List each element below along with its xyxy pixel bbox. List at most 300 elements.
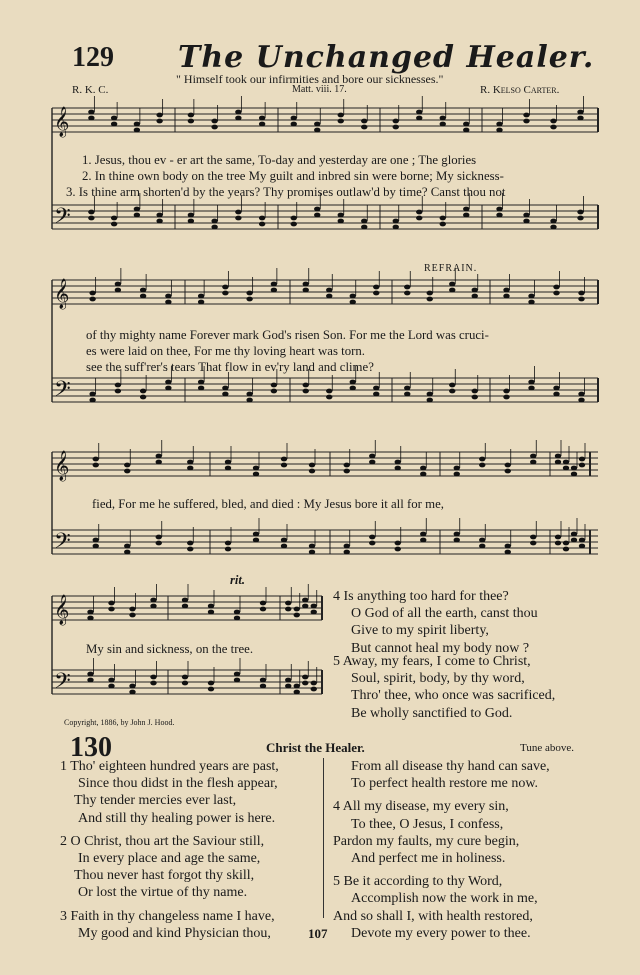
note-head [309,544,315,549]
verse-line: 1 Tho' eighteen hundred years are past, [60,759,279,774]
note-head [579,463,585,468]
note-head [108,601,114,606]
verse-line: Pardon my faults, my cure begin, [333,833,520,849]
note-head [291,116,297,121]
note-head [87,678,93,683]
treble-clef-icon: 𝄞 [54,451,70,481]
note-head [578,392,584,397]
note-head [182,604,188,609]
note-head [246,297,252,302]
note-head [225,466,231,471]
note-head [503,294,509,299]
note-head [472,389,478,394]
note-head [350,294,356,299]
hymn-number: 129 [72,42,114,73]
note-head [294,613,300,618]
note-head [140,395,146,400]
note-head [89,392,95,397]
note-head [550,219,556,224]
note-head [463,128,469,133]
verse-line: Give to my spirit liberty, [351,623,489,639]
bass-clef-icon: 𝄢 [54,529,71,559]
note-head [294,684,300,689]
note-head [395,460,401,465]
note-head [134,122,140,127]
note-head [496,213,502,218]
note-head [303,288,309,293]
lyric-line: fied, For me he suffered, bled, and died : My Jesus bore it all for me, [92,497,444,511]
note-head [235,110,241,115]
note-head [449,288,455,293]
note-head [182,598,188,603]
note-head [211,119,217,124]
note-head [246,291,252,296]
ritardando-mark: rit. [230,573,246,587]
note-head [259,216,265,221]
note-head [416,110,422,115]
note-head [302,604,308,609]
note-head [578,398,584,403]
note-head [235,210,241,215]
note-head [156,119,162,124]
note-head [563,466,569,471]
bass-clef-icon: 𝄢 [54,669,71,699]
note-head [404,285,410,290]
note-head [350,300,356,305]
note-head [553,392,559,397]
verse-line: Be wholly sanctified to God. [351,705,513,721]
note-head [555,460,561,465]
note-head [326,389,332,394]
verse-line: Since thou didst in the flesh appear, [78,776,278,792]
refrain-label: REFRAIN. [424,263,478,274]
note-head [311,681,317,686]
note-head [553,291,559,296]
note-head [553,386,559,391]
note-head [115,389,121,394]
verse-line: Or lost the virtue of thy name. [78,885,248,901]
note-head [311,687,317,692]
note-head [150,604,156,609]
note-head [188,113,194,118]
lyric-line: My sin and sickness, on the tree. [86,642,254,656]
note-head [129,684,135,689]
note-head [294,690,300,695]
note-head [187,547,193,552]
note-head [338,219,344,224]
note-head [344,469,350,474]
note-head [259,122,265,127]
verse-line: Soul, spirit, body, by thy word, [351,671,525,687]
note-head [326,294,332,299]
note-head [350,380,356,385]
note-head [225,547,231,552]
note-head [479,463,485,468]
note-head [165,386,171,391]
note-head [188,219,194,224]
note-head [395,466,401,471]
verse-line: 2 O Christ, thou art the Saviour still, [60,833,265,849]
note-head [156,113,162,118]
note-head [440,122,446,127]
note-head [222,285,228,290]
note-head [393,125,399,130]
note-head [528,386,534,391]
verse-line: My good and kind Physician thou, [78,925,271,941]
note-head [309,550,315,555]
tune-note: Tune above. [520,742,574,754]
treble-clef-icon: 𝄞 [54,107,70,137]
note-head [479,457,485,462]
note-head [260,684,266,689]
note-head [134,128,140,133]
hymn130-left-column [60,758,279,942]
note-head [188,119,194,124]
note-head [314,128,320,133]
note-head [395,547,401,552]
note-head [303,389,309,394]
note-head [309,469,315,474]
note-head [88,116,94,121]
note-head [505,544,511,549]
note-head [311,610,317,615]
note-head [463,122,469,127]
note-head [285,607,291,612]
note-head [373,285,379,290]
note-head [281,538,287,543]
note-head [393,219,399,224]
column-divider [323,758,324,918]
note-head [260,601,266,606]
note-head [314,213,320,218]
scripture-reference: Matt. viii. 17. [292,84,347,95]
note-head [530,541,536,546]
note-head [87,610,93,615]
note-head [309,463,315,468]
note-head [361,225,367,230]
note-head [479,538,485,543]
note-head [523,119,529,124]
note-head [260,678,266,683]
note-head [198,300,204,305]
verse-line: 4 All my disease, my every sin, [333,799,509,815]
note-head [111,216,117,221]
note-head [234,672,240,677]
note-head [187,466,193,471]
note-head [528,380,534,385]
note-head [454,532,460,537]
note-head [555,535,561,540]
note-head [88,216,94,221]
verse-line: But cannot heal my body now ? [351,640,530,656]
note-head [344,463,350,468]
note-head [222,392,228,397]
note-head [530,535,536,540]
note-head [420,472,426,477]
note-head [361,219,367,224]
note-head [404,291,410,296]
note-head [578,297,584,302]
note-head [93,538,99,543]
note-head [88,210,94,215]
note-head [393,225,399,230]
note-head [134,207,140,212]
note-head [165,294,171,299]
author-credit: R. K. C. [72,84,109,96]
verse-line: Thou never hast forgot thy skill, [74,868,255,884]
note-head [314,122,320,127]
note-head [427,398,433,403]
note-head [577,216,583,221]
note-head [291,222,297,227]
note-head [87,672,93,677]
note-head [440,216,446,221]
note-head [271,288,277,293]
note-head [208,687,214,692]
verse-line: Thy tender mercies ever last, [74,793,237,809]
verse-line: 5 Away, my fears, I come to Christ, [333,654,531,669]
note-head [115,383,121,388]
note-head [563,460,569,465]
note-head [454,472,460,477]
note-head [211,125,217,130]
note-head [124,544,130,549]
note-head [472,288,478,293]
note-head [369,460,375,465]
note-head [211,225,217,230]
note-head [234,616,240,621]
note-head [225,541,231,546]
note-head [234,610,240,615]
note-head [369,541,375,546]
note-head [198,386,204,391]
verse-line: From all disease thy hand can save, [351,759,550,774]
composer-credit: R. Kelso Carter. [480,84,560,96]
note-head [291,122,297,127]
note-head [281,544,287,549]
note-head [454,538,460,543]
hymn-subtitle: " Himself took our infirmities and bore our sicknesses." [176,72,444,86]
note-head [89,297,95,302]
note-head [303,383,309,388]
note-head [294,607,300,612]
note-head [156,541,162,546]
note-head [579,538,585,543]
note-head [553,285,559,290]
note-head [115,288,121,293]
note-head [369,535,375,540]
note-head [291,216,297,221]
note-head [577,210,583,215]
note-head [108,678,114,683]
note-head [235,116,241,121]
note-head [571,532,577,537]
note-head [449,383,455,388]
treble-clef-icon: 𝄞 [54,595,70,625]
note-head [326,288,332,293]
note-head [150,675,156,680]
hymn-title: Christ the Healer. [266,740,365,755]
note-head [165,300,171,305]
lyric-line: 3. Is thine arm shorten'd by the years? Thy promises outlaw'd by time? Canst thou not [66,185,506,199]
note-head [361,119,367,124]
verse-line: To perfect health restore me now. [351,776,539,792]
note-head [505,550,511,555]
verse-5 [333,653,555,722]
note-head [302,675,308,680]
note-head [182,681,188,686]
note-head [344,544,350,549]
note-head [393,119,399,124]
note-head [449,389,455,394]
note-head [395,541,401,546]
note-head [281,457,287,462]
note-head [111,222,117,227]
note-head [530,460,536,465]
note-head [87,616,93,621]
note-head [124,550,130,555]
note-head [496,207,502,212]
note-head [235,216,241,221]
note-head [472,395,478,400]
note-head [496,122,502,127]
note-head [111,116,117,121]
note-head [182,675,188,680]
note-head [555,541,561,546]
note-head [440,222,446,227]
note-head [198,294,204,299]
note-head [416,116,422,121]
note-head [140,288,146,293]
note-head [281,463,287,468]
note-head [150,598,156,603]
note-head [253,538,259,543]
note-head [528,300,534,305]
note-head [271,389,277,394]
hymn130-right-column [333,758,550,942]
note-head [303,282,309,287]
note-head [156,460,162,465]
note-head [555,454,561,459]
note-head [373,291,379,296]
verse-line: And perfect me in holiness. [351,851,506,867]
note-head [505,463,511,468]
note-head [253,472,259,477]
note-head [134,213,140,218]
note-head [259,222,265,227]
note-head [550,119,556,124]
note-head [124,469,130,474]
verse-line: In every place and age the same, [78,851,261,867]
note-head [454,466,460,471]
note-head [463,213,469,218]
note-head [373,386,379,391]
note-head [496,128,502,133]
note-head [420,538,426,543]
note-head [302,598,308,603]
note-head [108,607,114,612]
note-head [187,541,193,546]
note-head [571,538,577,543]
note-head [338,119,344,124]
bass-clef-icon: 𝄢 [54,377,71,407]
note-head [246,392,252,397]
verse-line: Thro' thee, who once was sacrificed, [351,688,556,704]
note-head [427,291,433,296]
verse-line: Accomplish now the work in me, [351,891,538,907]
note-head [563,547,569,552]
note-head [89,398,95,403]
verse-line: 5 Be it according to thy Word, [333,874,503,890]
note-head [285,678,291,683]
note-head [108,684,114,689]
note-head [338,213,344,218]
note-head [523,113,529,118]
copyright-notice: Copyright, 1886, by John J. Hood. [64,718,175,727]
note-head [259,116,265,121]
verse-line: And still thy healing power is here. [78,810,276,826]
note-head [404,386,410,391]
note-head [528,294,534,299]
note-head [314,207,320,212]
note-head [89,291,95,296]
lyric-line: see the suff'rer's tears That flow in ev'ry land and clime? [86,360,374,374]
note-head [344,550,350,555]
note-head [198,380,204,385]
lyric-line: 2. In thine own body on the tree My guilt and inbred sin were borne; My sickness- [82,169,504,183]
note-head [165,380,171,385]
verse-line: 3 Faith in thy changeless name I have, [60,908,275,924]
note-head [302,681,308,686]
note-head [503,288,509,293]
note-head [579,544,585,549]
note-head [449,282,455,287]
lyric-line: of thy mighty name Forever mark God's risen Son. For me the Lord was cruci- [86,328,489,342]
note-head [427,297,433,302]
note-head [222,291,228,296]
note-head [124,463,130,468]
note-head [416,210,422,215]
note-head [93,544,99,549]
note-head [326,395,332,400]
note-head [479,544,485,549]
note-head [150,681,156,686]
note-head [420,532,426,537]
note-head [156,213,162,218]
note-head [350,386,356,391]
note-head [222,386,228,391]
note-head [578,291,584,296]
verse-4 [333,588,538,657]
note-head [208,681,214,686]
note-head [234,678,240,683]
note-head [93,457,99,462]
note-head [440,116,446,121]
hymn-title: The Unchanged Healer. [178,40,595,75]
note-head [311,604,317,609]
note-head [156,219,162,224]
verse-line: To thee, O Jesus, I confess, [351,816,504,832]
note-head [463,207,469,212]
note-head [503,389,509,394]
note-head [225,460,231,465]
note-head [93,463,99,468]
note-head [208,610,214,615]
note-head [503,395,509,400]
note-head [563,541,569,546]
note-head [373,392,379,397]
note-head [550,225,556,230]
